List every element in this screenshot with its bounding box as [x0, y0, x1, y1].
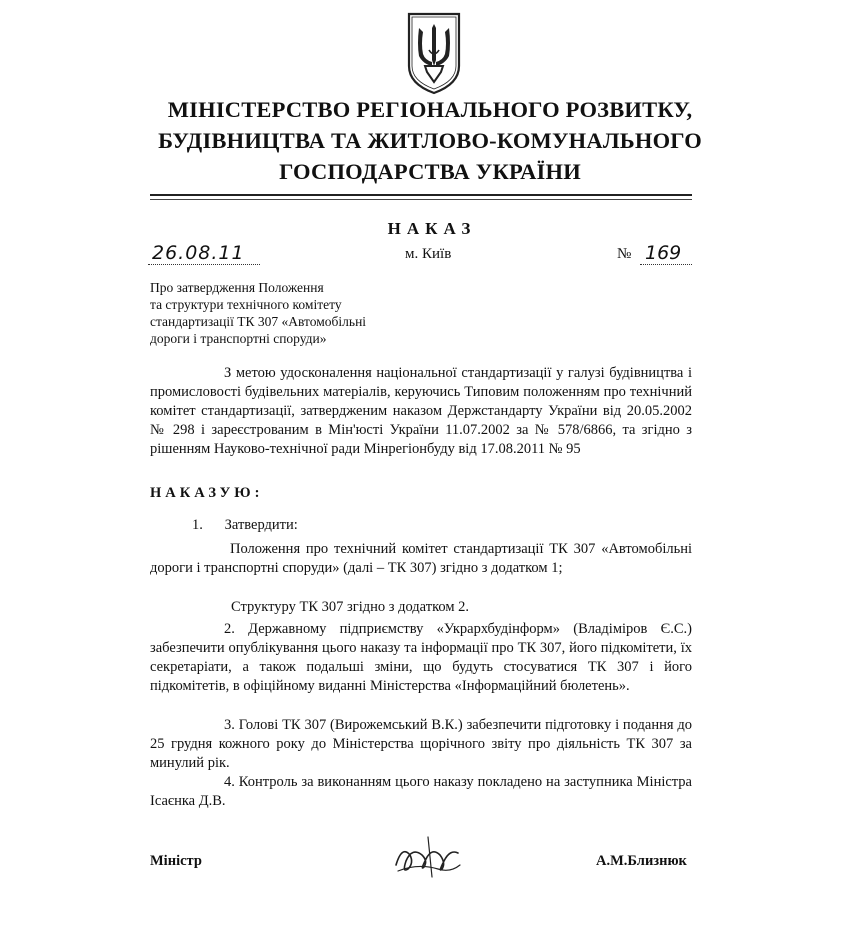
header-divider [150, 194, 692, 196]
subject-line: дороги і транспортні споруди» [150, 331, 327, 346]
order-title: НАКАЗ [387, 219, 477, 238]
item-1-sub-1 [150, 540, 692, 578]
subject-line: стандартизації ТК 307 «Автомобільні [150, 314, 367, 329]
subject-line: Про затвердження Положення [150, 280, 324, 295]
signatory-title: Міністр [150, 853, 202, 869]
item-1-sub-2: Структуру ТК 307 згідно з додатком 2. [231, 599, 470, 615]
header-divider-thin [150, 199, 692, 200]
date-underline [148, 264, 260, 265]
trident-coat-of-arms-icon [405, 10, 463, 96]
preamble-paragraph: З метою удосконалення національної стандартизації у галузі будівництва і промисловості будівельних матеріалів, керуючись Типовим положенням про технічний комітет стандартизації, затвердженим наказом Держстандарту України від 20.05.2002 № 298 і зареєстрованим в Мін'юсті України 11.07.2002 за № 578/6866, та згідно з рішенням Науково-технічної ради Мінрегіонбуду від 17.08.2011 № 95 [150, 365, 692, 457]
ministry-line: БУДІВНИЦТВА ТА ЖИТЛОВО-КОМУНАЛЬНОГО [158, 128, 702, 153]
item-1-sub-1-text: Положення про технічний комітет стандартизації ТК 307 «Автомобільні дороги і транспортні споруди» (далі – ТК 307) згідно з додатком 1; [150, 541, 692, 576]
ministry-line: ГОСПОДАРСТВА УКРАЇНИ [279, 159, 581, 184]
order-number: 169 [645, 242, 682, 264]
directive-heading: НАКАЗУЮ: [150, 485, 264, 501]
subject-line: та структури технічного комітету [150, 297, 342, 312]
order-meta-line [0, 242, 864, 272]
order-date: 26.08.11 [152, 242, 245, 264]
item-4: 4. Контроль за виконанням цього наказу покладено на заступника Міністра Ісаєнка Д.В. [150, 774, 692, 809]
order-number-label: № [617, 246, 632, 262]
handwritten-signature-icon [388, 825, 466, 883]
item-2: 2. Державному підприємству «Укрархбудінформ» (Владіміров Є.С.) забезпечити опублікування цього наказу та інформації про ТК 307, його підкомітети, їх секретаріати, а також подальші зміни, що будуть стосуватися ТК 307 і його підкомітетів, в офіційному виданні Міністерства «Інформаційний бюлетень». [150, 621, 692, 694]
signatory-name: А.М.Близнюк [596, 853, 687, 869]
item-3: 3. Голові ТК 307 (Вирожемський В.К.) забезпечити підготовку і подання до 25 грудня кожного року до Міністерства щорічного звіту про діяльність ТК 307 за минулий рік. [150, 717, 692, 771]
ministry-name [140, 94, 720, 187]
ministry-line: МІНІСТЕРСТВО РЕГІОНАЛЬНОГО РОЗВИТКУ, [167, 97, 693, 122]
item-1: 1. Затвердити: [192, 517, 298, 533]
order-subject [150, 279, 450, 347]
order-city: м. Київ [405, 246, 452, 262]
number-underline [640, 264, 692, 265]
